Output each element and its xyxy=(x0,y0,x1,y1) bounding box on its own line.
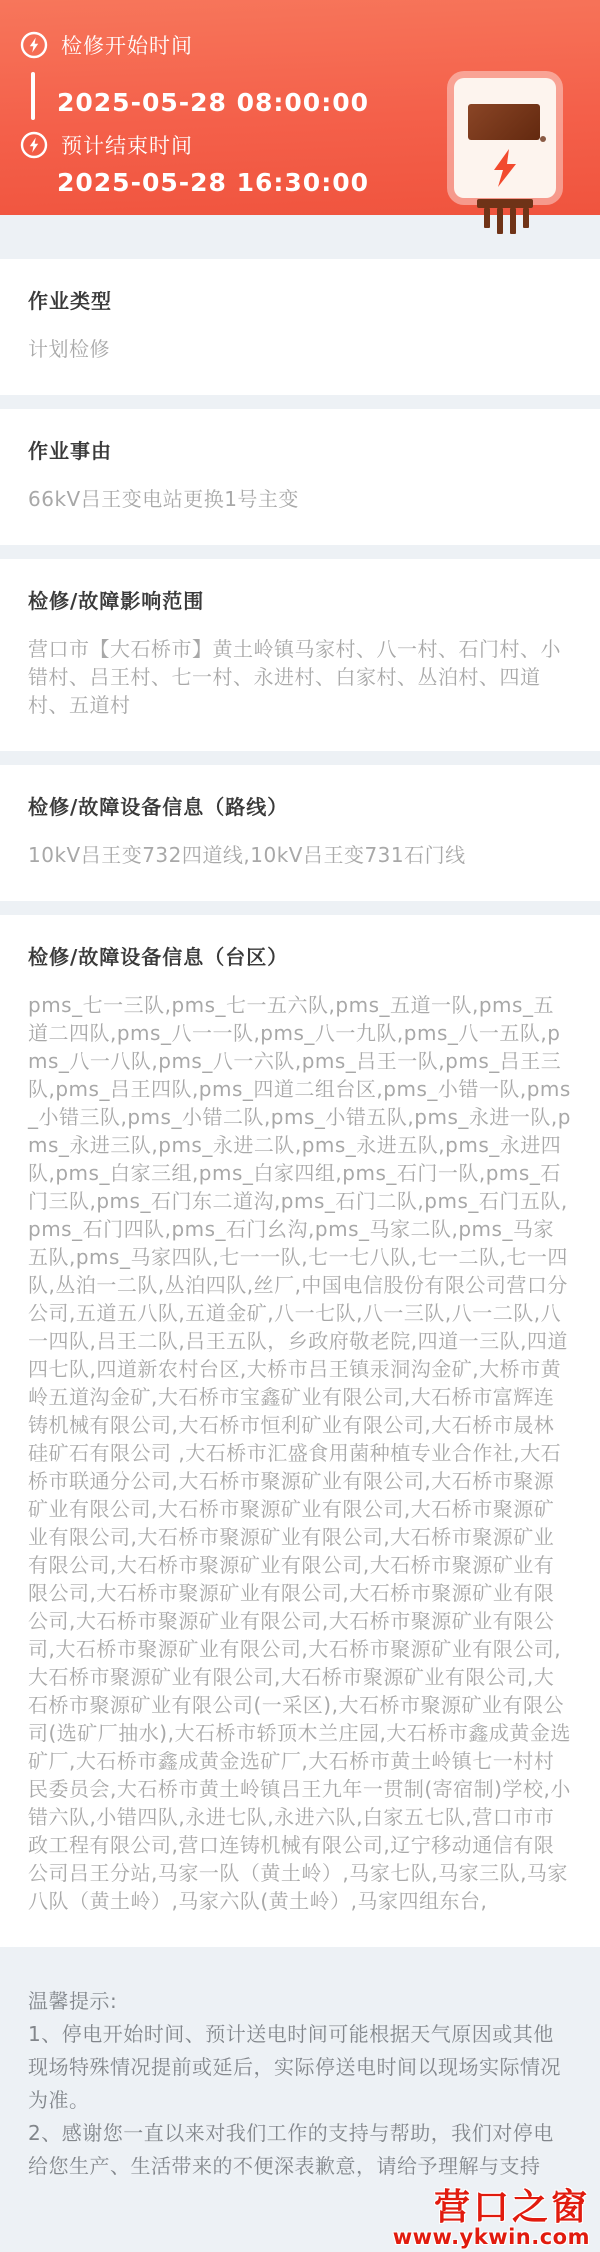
card-device-stations xyxy=(0,915,600,1947)
tips-item-2: 2、感谢您一直以来对我们工作的支持与帮助，我们对停电给您生产、生活带来的不便深表歉意，请给予理解与支持 xyxy=(28,2121,554,2178)
card-value: 营口市【大石桥市】黄土岭镇马家村、八一村、石门村、小错村、吕王村、七一村、永进村、白家村、丛泊村、四道村、五道村 xyxy=(28,637,561,717)
start-time-value: 2025-05-28 08:00:00 xyxy=(57,88,369,117)
card-value: 10kV吕王变732四道线,10kV吕王变731石门线 xyxy=(28,843,466,867)
meter-pin xyxy=(510,208,516,234)
end-time-value: 2025-05-28 16:30:00 xyxy=(57,168,369,197)
timeline-connector xyxy=(31,72,35,120)
meter-terminal-bar xyxy=(477,199,533,208)
header-banner xyxy=(0,0,600,215)
card-value: 66kV吕王变电站更换1号主变 xyxy=(28,487,299,511)
tips-section xyxy=(0,1961,600,2183)
lightning-circle-icon xyxy=(20,31,48,59)
end-time-row xyxy=(20,130,193,160)
card-value: 计划检修 xyxy=(28,337,110,361)
card-device-lines xyxy=(0,765,600,901)
card-job-reason xyxy=(0,409,600,545)
meter-pin xyxy=(484,208,490,228)
meter-pin xyxy=(497,208,503,234)
card-title: 检修/故障影响范围 xyxy=(28,589,205,613)
electric-meter-illustration xyxy=(454,78,556,198)
tips-title: 温馨提示: xyxy=(28,1989,118,2013)
card-title: 作业事由 xyxy=(28,439,112,463)
card-affected-area xyxy=(0,559,600,751)
start-time-label: 检修开始时间 xyxy=(61,34,193,58)
lightning-circle-icon xyxy=(20,131,48,159)
card-title: 检修/故障设备信息（路线） xyxy=(28,795,289,819)
start-time-row xyxy=(20,30,193,60)
card-title: 作业类型 xyxy=(28,289,112,313)
watermark-url: www.ykwin.com xyxy=(392,2225,590,2249)
lightning-bolt-icon xyxy=(490,148,520,188)
meter-pin xyxy=(523,208,529,228)
card-job-type xyxy=(0,259,600,395)
watermark-logo-text: 营口之窗 xyxy=(433,2186,590,2228)
meter-dot xyxy=(540,136,546,142)
card-title: 检修/故障设备信息（台区） xyxy=(28,945,289,969)
site-watermark xyxy=(392,2186,590,2249)
card-value: pms_七一三队,pms_七一五六队,pms_五道一队,pms_五道二四队,pms_八一一队,pms_八一九队,pms_八一五队,pms_八一八队,pms_八一六队,pms_吕王一队,pms_吕王三队,pms_吕王四队,pms_四道二组台区,pms_小错一队,pms_小错三队,pms_小错二队,pms_小错五队,pms_永进一队,pms_永进三队,pms_永进二队,pms_永进五队,pms_永进四队,pms_白家三组,pms_白家四组,pms_石门一队,pms_石门三队,pms_石门东二道沟,pms_石门二队,pms_石门五队,pms_石门四队,pms_石门幺沟,pms_马家二队,pms_马家五队,pms_马家四队,七一一队,七一七八队,七一二队,七一四队,丛泊一二队,丛泊四队,丝厂,中国电信股份有限公司营口分公司,五道五八队,五道金矿,八一七队,八一三队,八一二队,八一四队,吕王二队,吕王五队，乡政府敬老院,四道一三队,四道四七队,四道新农村台区,大桥市吕王镇汞洞沟金矿,大桥市黄岭五道沟金矿,大石桥市宝鑫矿业有限公司,大石桥市富辉连铸机械有限公司,大石桥市恒利矿业有限公司,大石桥市晟林硅矿石有限公司 ,大石桥市汇盛食用菌种植专业合作社,大石桥市联通分公司,大石桥市聚源矿业有限公司,大石桥市聚源矿业有限公司,大石桥市聚源矿业有限公司,大石桥市聚源矿业有限公司,大石桥市聚源矿业有限公司,大石桥市聚源矿业有限公司,大石桥市聚源矿业有限公司,大石桥市聚源矿业有限公司,大石桥市聚源矿业有限公司,大石桥市聚源矿业有限公司,大石桥市聚源矿业有限公司,大石桥市聚源矿业有限公司,大石桥市聚源矿业有限公司,大石桥市聚源矿业有限公司,大石桥市聚源矿业有限公司,大石桥市聚源矿业有限公司,大石桥市聚源矿业有限公司(一采区),大石桥市聚源矿业有限公司(选矿厂抽水),大石桥市轿顶木兰庄园,大石桥市鑫成黄金选矿厂,大石桥市鑫成黄金选矿厂,大石桥市黄土岭镇七一村村民委员会,大石桥市黄土岭镇吕王九年一贯制(寄宿制)学校,小错六队,小错四队,永进七队,永进六队,白家五七队,营口市市政工程有限公司,营口连铸机械有限公司,辽宁移动通信有限公司吕王分站,马家一队（黄土岭）,马家七队,马家三队,马家八队（黄土岭）,马家六队(黄土岭）,马家四组东台, xyxy=(28,993,571,1913)
tips-item-1: 1、停电开始时间、预计送电时间可能根据天气原因或其他现场特殊情况提前或延后，实际停送电时间以现场实际情况为准。 xyxy=(28,2022,561,2112)
meter-screen xyxy=(468,104,540,140)
end-time-label: 预计结束时间 xyxy=(61,134,193,158)
